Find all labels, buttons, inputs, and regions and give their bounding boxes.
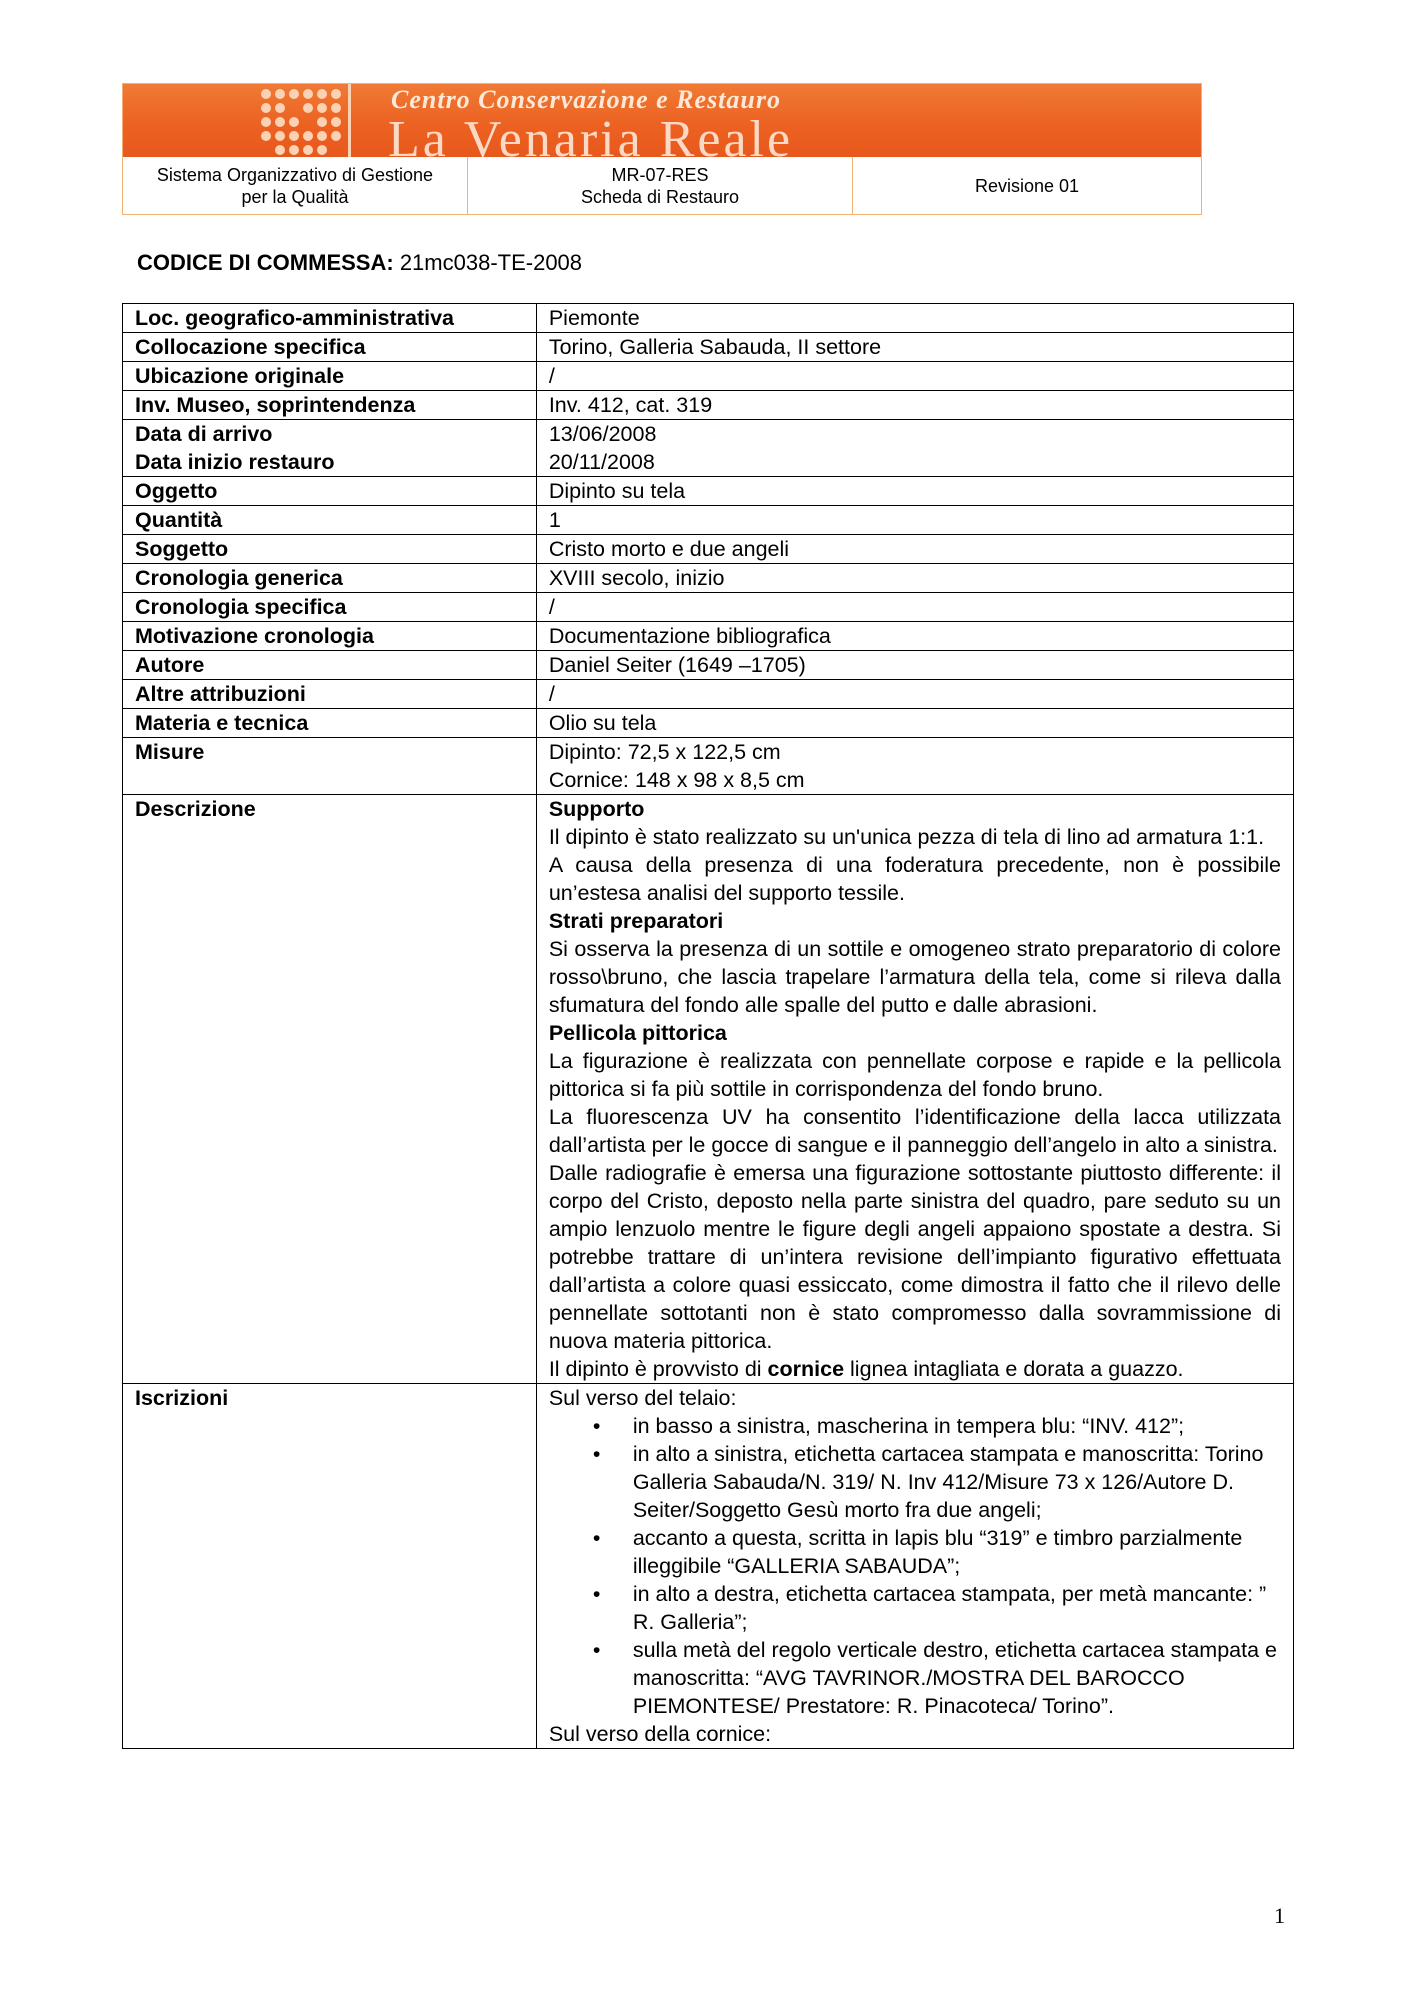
field-value: 1 xyxy=(536,506,1293,535)
table-row xyxy=(123,680,1294,709)
frame-keyword: cornice xyxy=(767,1357,845,1381)
ground-heading: Strati preparatori xyxy=(548,909,724,933)
header-cell-system-line1: Sistema Organizzativo di Gestione xyxy=(156,165,434,185)
list-item: • in alto a sinistra, etichetta cartacea stampata e manoscritta: Torino Galleria Sabauda/N. 319/ N. Inv 412/Misure 73 x 126/Autore D. Seiter/Soggetto Gesù morto fra due angeli; xyxy=(633,1440,1281,1524)
field-value: Documentazione bibliografica xyxy=(536,622,1293,651)
frame-text: lignea intagliata e dorata a guazzo. xyxy=(850,1357,1184,1381)
list-item: • accanto a questa, scritta in lapis blu “319” e timbro parzialmente illeggibile “GALLERIA SABAUDA”; xyxy=(633,1524,1281,1580)
field-value: / xyxy=(536,593,1293,622)
field-value: Piemonte xyxy=(536,304,1293,333)
header-cell-system-line2: per la Qualità xyxy=(241,187,349,207)
table-row xyxy=(123,709,1294,738)
inscriptions-list xyxy=(549,1412,1281,1720)
field-value: Olio su tela xyxy=(536,709,1293,738)
field-value: / xyxy=(536,362,1293,391)
header-info-row xyxy=(123,157,1201,215)
logo-title-main: La Venaria Reale xyxy=(388,111,794,157)
restoration-start-label: Data inizio restauro xyxy=(135,450,335,474)
header-cell-revision: Revisione 01 xyxy=(974,176,1080,196)
header-cell-form-code: MR-07-RES xyxy=(611,165,709,185)
logo-divider xyxy=(348,84,351,157)
table-row xyxy=(123,1384,1294,1749)
support-paragraph: Il dipinto è stato realizzato su un'unica pezza di tela di lino ad armatura 1:1. xyxy=(548,825,1265,849)
table-row xyxy=(123,420,1294,477)
field-label: Soggetto xyxy=(123,535,537,564)
header-cell-system xyxy=(123,157,468,215)
table-row xyxy=(123,593,1294,622)
field-value: Cristo morto e due angeli xyxy=(536,535,1293,564)
table-row xyxy=(123,477,1294,506)
field-label: Materia e tecnica xyxy=(123,709,537,738)
page-number: 1 xyxy=(1274,1903,1285,1928)
paint-layer-paragraph: Dalle radiografie è emersa una figurazione sottostante piuttosto differente: il corpo del Cristo, deposto nella parte sinistra del quadro, pare seduto su un ampio lenzuolo mentre le figure degli angeli appaiono spostate a destra. Si potrebbe trattare di un’intera revisione dell’impianto figurativo effettuata dall’artista a colore quasi essiccato, come dimostra il fatto che il rilevo delle pennellate sottotanti non è stato compromesso dalla sovrammissione di nuova materia pittorica. xyxy=(548,1161,1281,1353)
support-paragraph: A causa della presenza di una foderatura precedente, non è possibile un’estesa analisi del supporto tessile. xyxy=(548,853,1281,905)
field-value xyxy=(536,738,1293,795)
table-row xyxy=(123,795,1294,1384)
inscriptions-intro: Sul verso del telaio: xyxy=(548,1386,737,1410)
field-label: Cronologia generica xyxy=(123,564,537,593)
header-cell-form-title: Scheda di Restauro xyxy=(580,187,740,207)
frame-paragraph xyxy=(549,1355,1281,1383)
field-label: Misure xyxy=(123,738,537,795)
commessa-label: CODICE DI COMMESSA: xyxy=(137,250,394,275)
frame-size: Cornice: 148 x 98 x 8,5 cm xyxy=(548,768,805,792)
inscriptions-value xyxy=(536,1384,1293,1749)
list-item: • sulla metà del regolo verticale destro, etichetta cartacea stampata e manoscritta: “AVG TAVRINOR./MOSTRA DEL BAROCCO PIEMONTESE/ Prestatore: R. Pinacoteca/ Torino”. xyxy=(633,1636,1281,1720)
field-label: Inv. Museo, soprintendenza xyxy=(123,391,537,420)
field-label: Quantità xyxy=(123,506,537,535)
field-value: Torino, Galleria Sabauda, II settore xyxy=(536,333,1293,362)
table-row xyxy=(123,304,1294,333)
field-value: XVIII secolo, inizio xyxy=(536,564,1293,593)
commessa-value: 21mc038-TE-2008 xyxy=(399,250,583,275)
field-value: Daniel Seiter (1649 –1705) xyxy=(536,651,1293,680)
commessa-code xyxy=(137,250,582,276)
list-item: • in basso a sinistra, mascherina in tempera blu: “INV. 412”; xyxy=(633,1412,1281,1440)
field-value: / xyxy=(536,680,1293,709)
logo-title-top: Centro Conservazione e Restauro xyxy=(391,85,781,114)
table-row xyxy=(123,651,1294,680)
table-row xyxy=(123,564,1294,593)
ground-paragraph: Si osserva la presenza di un sottile e omogeneo strato preparatorio di colore rosso\bruno, che lascia trapelare l’armatura della tela, come si rileva dalla sfumatura del fondo alle spalle del putto e dalle abrasioni. xyxy=(548,937,1281,1017)
table-row xyxy=(123,362,1294,391)
restoration-record-table xyxy=(122,303,1294,1749)
field-label: Oggetto xyxy=(123,477,537,506)
arrival-date-label: Data di arrivo xyxy=(135,422,273,446)
field-label: Altre attribuzioni xyxy=(123,680,537,709)
field-label: Collocazione specifica xyxy=(123,333,537,362)
list-item: • in alto a destra, etichetta cartacea stampata, per metà mancante: ” R. Galleria”; xyxy=(633,1580,1281,1636)
field-label: Loc. geografico-amministrativa xyxy=(123,304,537,333)
header-cell-form xyxy=(468,157,853,215)
logo-dots-icon xyxy=(258,86,344,156)
table-row xyxy=(123,622,1294,651)
support-heading: Supporto xyxy=(548,797,645,821)
institution-banner xyxy=(123,84,1201,157)
frame-text: Il dipinto è provvisto di xyxy=(548,1357,762,1381)
field-value xyxy=(536,420,1293,477)
restoration-start-value: 20/11/2008 xyxy=(548,450,655,474)
field-value: Inv. 412, cat. 319 xyxy=(536,391,1293,420)
painting-size: Dipinto: 72,5 x 122,5 cm xyxy=(548,740,781,764)
document-header xyxy=(122,83,1202,215)
field-label: Descrizione xyxy=(123,795,537,1384)
field-label: Ubicazione originale xyxy=(123,362,537,391)
table-row xyxy=(123,738,1294,795)
paint-layer-paragraph: La figurazione è realizzata con pennellate corpose e rapide e la pellicola pittorica si fa più sottile in corrispondenza del fondo bruno. xyxy=(548,1049,1281,1101)
paint-layer-heading: Pellicola pittorica xyxy=(548,1021,727,1045)
field-label: Iscrizioni xyxy=(123,1384,537,1749)
field-label: Cronologia specifica xyxy=(123,593,537,622)
paint-layer-paragraph: La fluorescenza UV ha consentito l’identificazione della lacca utilizzata dall’artista per le gocce di sangue e il panneggio dell’angelo in alto a sinistra. xyxy=(548,1105,1281,1157)
inscriptions-outro: Sul verso della cornice: xyxy=(548,1722,772,1746)
description-value xyxy=(536,795,1293,1384)
table-row xyxy=(123,391,1294,420)
table-row xyxy=(123,506,1294,535)
table-row xyxy=(123,333,1294,362)
field-label: Motivazione cronologia xyxy=(123,622,537,651)
field-value: Dipinto su tela xyxy=(536,477,1293,506)
field-label xyxy=(123,420,537,477)
arrival-date-value: 13/06/2008 xyxy=(548,422,657,446)
table-row xyxy=(123,535,1294,564)
field-label: Autore xyxy=(123,651,537,680)
